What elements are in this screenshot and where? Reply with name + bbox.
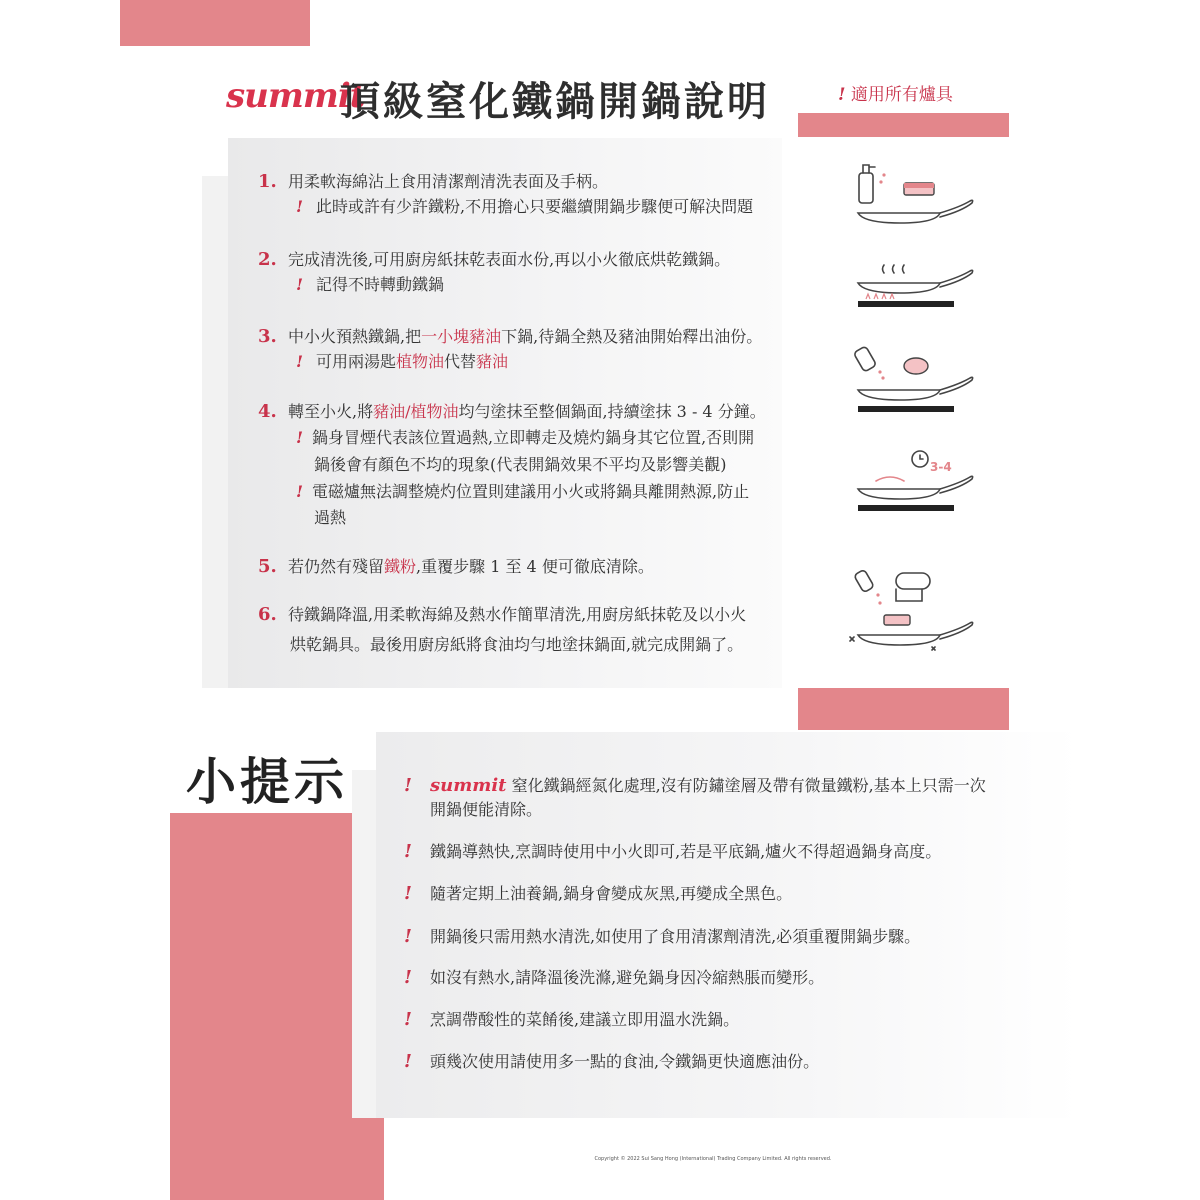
step-3-note: ! 可用兩湯匙植物油代替豬油 bbox=[296, 350, 508, 374]
tip-item: ! 如沒有熱水,請降溫後洗滌,避免鍋身因冷縮熱脹而變形。 bbox=[404, 967, 825, 988]
tips-title: 小提示 bbox=[186, 752, 348, 811]
tip-item: ! 烹調帶酸性的菜餚後,建議立即用溫水洗鍋。 bbox=[404, 1009, 740, 1030]
step-number: 5. bbox=[258, 556, 277, 577]
step-1 bbox=[258, 170, 608, 194]
page-title: 頂級窒化鐵鍋開鍋說明 bbox=[340, 78, 770, 125]
step-number: 3. bbox=[258, 326, 277, 347]
timer-label: 3-4 bbox=[930, 460, 952, 474]
step-number: 4. bbox=[258, 401, 277, 422]
tip-item: ! 鐵鍋導熱快,烹調時使用中小火即可,若是平底鍋,爐火不得超過鍋身高度。 bbox=[404, 841, 942, 862]
pan-with-lard-and-oil-icon bbox=[836, 338, 986, 438]
step-number: 1. bbox=[258, 171, 277, 192]
highlight-iron-powder: 鐵粉 bbox=[384, 557, 417, 576]
step-4-note-2-cont: 過熱 bbox=[314, 508, 347, 527]
exclamation-icon: ! bbox=[404, 1009, 412, 1030]
step-4-note-2: ! 電磁爐無法調整燒灼位置則建議用小火或將鍋具離開熱源,防止 bbox=[296, 480, 749, 504]
step-1-note: ! 此時或許有少許鐵粉,不用擔心只要繼續開鍋步驟便可解決問題 bbox=[296, 195, 753, 219]
step-4: 4. 轉至小火,將豬油/植物油均勻塗抹至整個鍋面,持續塗抹 3 - 4 分鐘。 bbox=[258, 401, 766, 422]
exclamation-icon: ! bbox=[404, 967, 412, 988]
step-6-cont: 烘乾鍋具。最後用廚房紙將食油均勻地塗抹鍋面,就完成開鍋了。 bbox=[290, 635, 744, 654]
step-number: 6. bbox=[258, 604, 277, 625]
pan-timer-icon bbox=[836, 445, 986, 545]
exclamation-icon: ! bbox=[296, 197, 304, 216]
tip-item: ! 開鍋後只需用熱水清洗,如使用了食用清潔劑清洗,必須重覆開鍋步驟。 bbox=[404, 926, 921, 947]
pan-clean-with-paper-towel-icon bbox=[836, 565, 986, 665]
top-left-pink-block bbox=[120, 0, 310, 46]
top-right-pink-block bbox=[798, 113, 1009, 137]
mid-right-pink-block bbox=[798, 688, 1009, 730]
step-6: 6. 待鐵鍋降溫,用柔軟海綿及熱水作簡單清洗,用廚房紙抹乾及以小火 bbox=[258, 604, 747, 625]
exclamation-icon: ! bbox=[296, 352, 304, 371]
step-2 bbox=[258, 248, 730, 272]
step-text: 完成清洗後,可用廚房紙抹乾表面水份,再以小火徹底烘乾鐵鍋。 bbox=[288, 250, 731, 269]
pan-with-detergent-and-sponge-icon bbox=[836, 155, 986, 255]
exclamation-icon: ! bbox=[838, 85, 846, 105]
summit-logo: summit bbox=[226, 76, 365, 116]
step-4-note-1: ! 鍋身冒煙代表該位置過熱,立即轉走及燒灼鍋身其它位置,否則開 bbox=[296, 426, 754, 450]
step-3: 3. 中小火預熱鐵鍋,把一小塊豬油下鍋,待鍋全熱及豬油開始釋出油份。 bbox=[258, 326, 763, 347]
exclamation-icon: ! bbox=[404, 883, 412, 904]
exclamation-icon: ! bbox=[296, 275, 304, 294]
exclamation-icon: ! bbox=[404, 1051, 412, 1072]
highlight-lard: 一小塊豬油 bbox=[421, 327, 502, 346]
applies-to-all-stoves bbox=[838, 80, 953, 105]
highlight-oil: 豬油/植物油 bbox=[373, 402, 459, 421]
tip-item: ! summit 窒化鐵鍋經氮化處理,沒有防鏽塗層及帶有微量鐵粉,基本上只需一次 開鍋便能清除。 bbox=[404, 775, 986, 819]
tip-item: ! 隨著定期上油養鍋,鍋身會變成灰黑,再變成全黑色。 bbox=[404, 883, 793, 904]
exclamation-icon: ! bbox=[404, 775, 412, 796]
summit-logo-small: summit bbox=[430, 775, 507, 796]
step-text: 用柔軟海綿沾上食用清潔劑清洗表面及手柄。 bbox=[288, 172, 609, 191]
exclamation-icon: ! bbox=[404, 926, 412, 947]
step-2-note: ! 記得不時轉動鐵鍋 bbox=[296, 273, 444, 297]
applies-text: 適用所有爐具 bbox=[850, 85, 953, 105]
copyright: Copyright © 2022 Sui Sang Hong (International) Trading Company Limited. All rights reserved. bbox=[594, 1156, 832, 1162]
exclamation-icon: ! bbox=[296, 482, 304, 501]
step-4-note-1-cont: 鍋後會有顏色不均的現象(代表開鍋效果不平均及影響美觀) bbox=[314, 455, 727, 474]
exclamation-icon: ! bbox=[404, 841, 412, 862]
exclamation-icon: ! bbox=[296, 428, 304, 447]
tip-item: ! 頭幾次使用請使用多一點的食油,令鐵鍋更快適應油份。 bbox=[404, 1051, 820, 1072]
step-number: 2. bbox=[258, 249, 277, 270]
step-5: 5. 若仍然有殘留鐵粉,重覆步驟 1 至 4 便可徹底清除。 bbox=[258, 556, 654, 577]
